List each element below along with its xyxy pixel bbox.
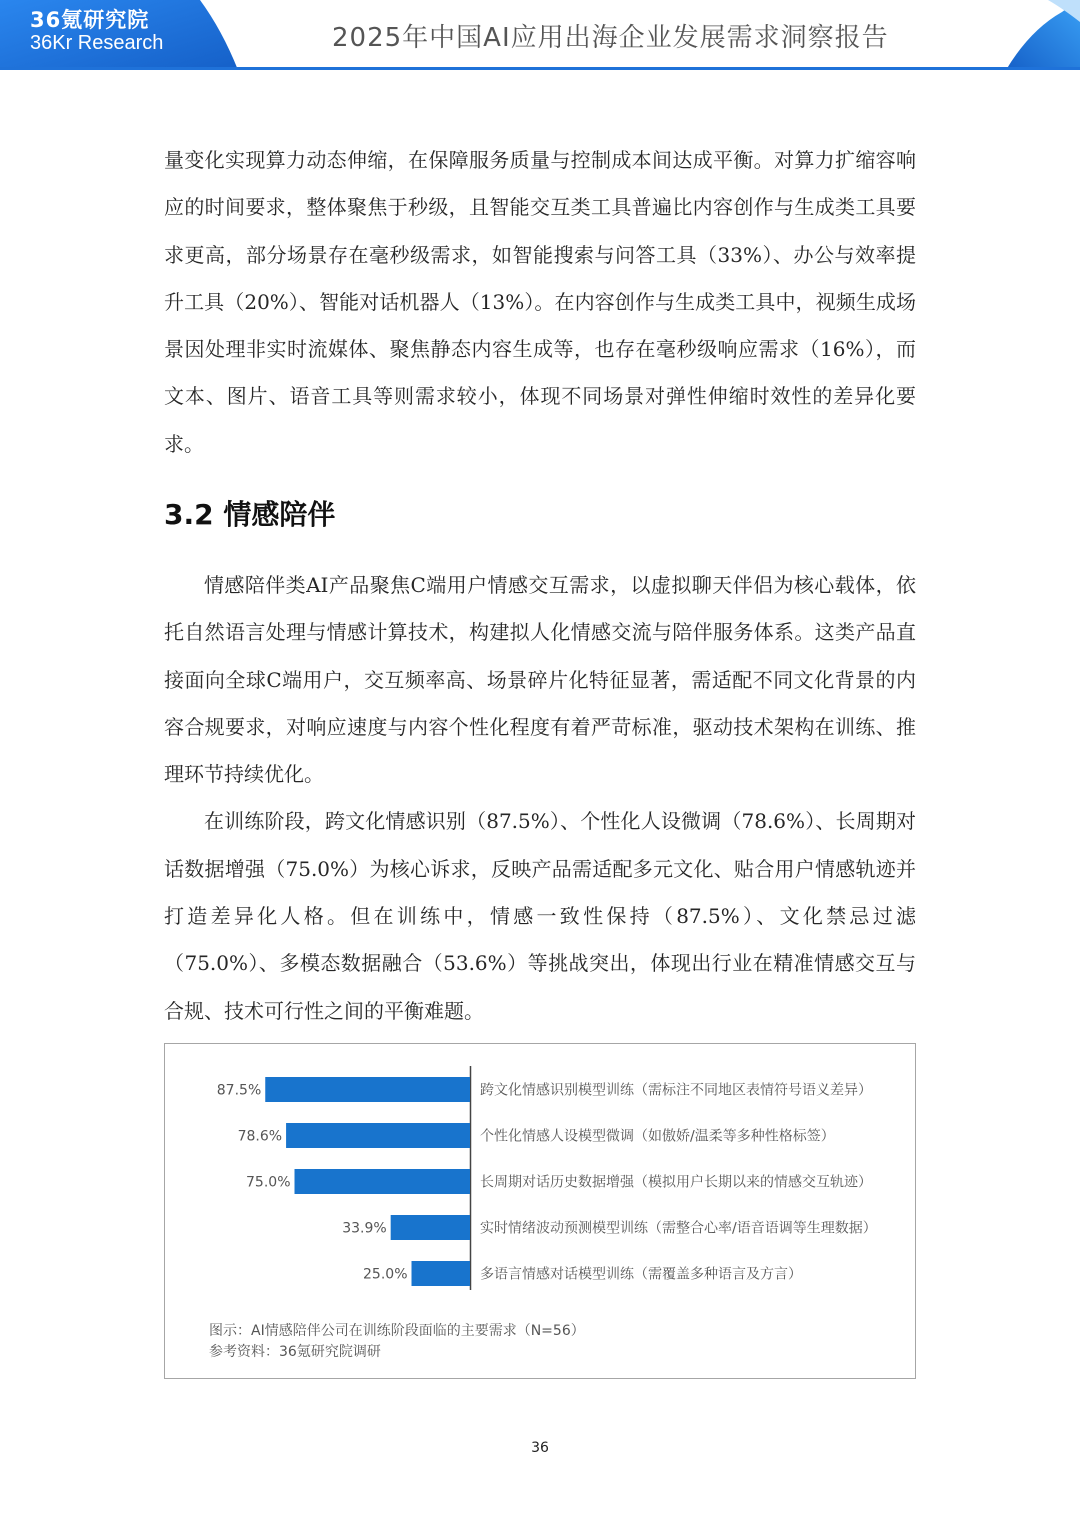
report-title: 2025年中国AI应用出海企业发展需求洞察报告 <box>332 23 889 53</box>
chart-value-label: 75.0% <box>246 1174 291 1191</box>
chart-bar <box>295 1169 471 1194</box>
chart-bar <box>265 1077 470 1102</box>
section-heading: 3.2 情感陪伴 <box>164 498 336 531</box>
bar-chart <box>165 1044 915 1314</box>
logo-cn-text: 36氪研究院 <box>30 8 150 32</box>
chart-category-label: 多语言情感对话模型训练（需覆盖多种语言及方言） <box>480 1266 802 1283</box>
chart-category-label: 个性化情感人设模型微调（如傲娇/温柔等多种性格标签） <box>480 1128 835 1145</box>
chart-category-label: 长周期对话历史数据增强（模拟用户长期以来的情感交互轨迹） <box>480 1174 872 1191</box>
chart-container <box>164 1043 916 1379</box>
chart-bar <box>286 1123 470 1148</box>
body-text-top <box>164 137 916 468</box>
page-number: 36 <box>531 1440 549 1456</box>
chart-category-label: 实时情绪波动预测模型训练（需整合心率/语音语调等生理数据） <box>480 1220 877 1237</box>
logo <box>30 8 163 55</box>
chart-source: 参考资料：36氪研究院调研 <box>209 1344 381 1360</box>
chart-caption: 图示：AI情感陪伴公司在训练阶段面临的主要需求（N=56） <box>209 1323 585 1339</box>
chart-value-label: 33.9% <box>342 1220 387 1237</box>
logo-en-text: 36Kr Research <box>30 32 164 55</box>
chart-bar <box>412 1261 471 1286</box>
chart-value-label: 78.6% <box>237 1128 283 1145</box>
paragraph: 量变化实现算力动态伸缩，在保障服务质量与控制成本间达成平衡。对算力扩缩容响应的时间要求，整体聚焦于秒级，且智能交互类工具普遍比内容创作与生成类工具要求更高，部分场景存在毫秒级需求，如智能搜索与问答工具（33%）、办公与效率提升工具（20%）、智能对话机器人（13%）。在内容创作与生成类工具中，视频生成场景因处理非实时流媒体、聚焦静态内容生成等，也存在毫秒级响应需求（16%），而文本、图片、语音工具等则需求较小，体现不同场景对弹性伸缩时效性的差异化要求。 <box>164 148 916 456</box>
header-divider <box>0 67 1080 70</box>
corner-decoration <box>1000 0 1080 70</box>
paragraph: 在训练阶段，跨文化情感识别（87.5%）、个性化人设微调（78.6%）、长周期对话数据增强（75.0%）为核心诉求，反映产品需适配多元文化、贴合用户情感轨迹并打造差异化人格。但在训练中，情感一致性保持（87.5%）、文化禁忌过滤（75.0%）、多模态数据融合（53.6%）等挑战突出，体现出行业在精准情感交互与合规、技术可行性之间的平衡难题。 <box>164 809 916 1023</box>
section-body <box>164 562 916 1035</box>
paragraph: 情感陪伴类AI产品聚焦C端用户情感交互需求，以虚拟聊天伴侣为核心载体，依托自然语言处理与情感计算技术，构建拟人化情感交流与陪伴服务体系。这类产品直接面向全球C端用户，交互频率高、场景碎片化特征显著，需适配不同文化背景的内容合规要求，对响应速度与内容个性化程度有着严苛标准，驱动技术架构在训练、推理环节持续优化。 <box>164 573 916 787</box>
chart-category-label: 跨文化情感识别模型训练（需标注不同地区表情符号语义差异） <box>480 1082 872 1099</box>
chart-value-label: 87.5% <box>216 1082 262 1099</box>
chart-bar <box>391 1215 470 1240</box>
page-header <box>0 0 1080 70</box>
chart-value-label: 25.0% <box>363 1266 408 1283</box>
